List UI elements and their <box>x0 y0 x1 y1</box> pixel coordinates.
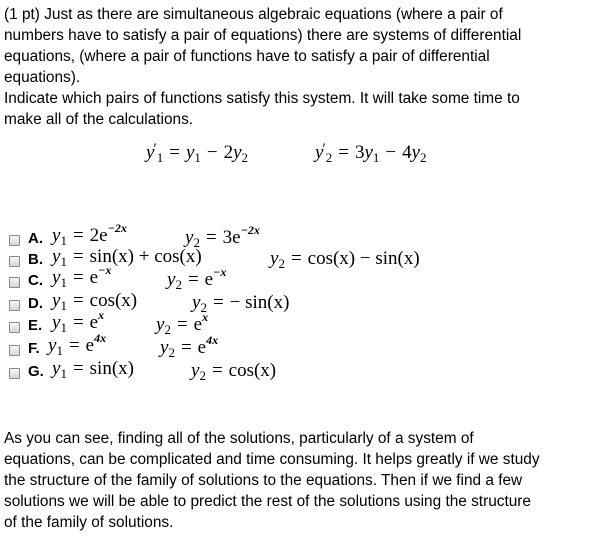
intro-line: equations, (where a pair of functions have to satisfy a pair of differential <box>4 48 490 65</box>
option-c-checkbox[interactable] <box>9 277 20 288</box>
y1-expression: $y_1 = \sin(x) + \cos(x)$ <box>52 246 202 269</box>
outro-line: solutions we will be able to predict the rest of the solutions using the structure <box>4 493 531 510</box>
y2-expression: $y_2 = e^{-x}$ <box>167 265 227 292</box>
y2-expression: $y_2$ = − sin(x) <box>192 292 290 315</box>
option-letter: D. <box>28 295 43 312</box>
option-letter: E. <box>28 317 43 334</box>
y1-expression: $y_1 = \cos(x)$ <box>52 290 138 313</box>
intro-line: (1 pt) Just as there are simultaneous algebraic equations (where a pair of <box>4 6 503 23</box>
y2-expression: $y_2 = \cos(x) - \sin(x)$ <box>270 248 420 271</box>
outro-line: As you can see, finding all of the solutions, particularly of a system of <box>4 430 474 447</box>
equation-2: $y'_2 = 3y_1 - 4y_2$ <box>315 141 427 165</box>
y1-expression: $y_1 = e^x$ <box>52 308 105 335</box>
y2-expression: $y_2 = e^{4x}$ <box>160 333 219 360</box>
instruction-line: Indicate which pairs of functions satisfy this system. It will take some time to <box>4 90 520 107</box>
outro-line: equations, can be complicated and time consuming. It helps greatly if we study <box>4 451 540 468</box>
explanation-paragraph <box>4 428 602 533</box>
option-a-checkbox[interactable] <box>9 235 20 246</box>
y1-expression: $y_1 = e^{4x}$ <box>48 331 107 358</box>
option-letter: F. <box>28 340 40 357</box>
intro-line: equations). <box>4 69 81 86</box>
outro-line: of the family of solutions. <box>4 514 174 531</box>
outro-line: the structure of the family of solutions to the equations. Then if we find a few <box>4 472 523 489</box>
option-b-checkbox[interactable] <box>9 256 20 267</box>
y1-expression: $y_1 = e^{-x}$ <box>52 263 112 290</box>
y1-expression: $y_1 = 2e^{-2x}$ <box>52 221 127 248</box>
option-letter: B. <box>28 251 43 268</box>
y1-expression: $y_1 = \sin(x)$ <box>52 358 134 381</box>
option-letter: C. <box>28 272 43 289</box>
option-e-checkbox[interactable] <box>9 322 20 333</box>
option-d-checkbox[interactable] <box>9 300 20 311</box>
y2-expression: $y_2 = \cos(x)$ <box>191 360 277 383</box>
question-intro <box>4 4 602 130</box>
option-letter: G. <box>28 363 44 380</box>
intro-line: numbers have to satisfy a pair of equations) there are systems of differential <box>4 27 522 44</box>
instruction-line: make all of the calculations. <box>4 111 194 128</box>
y2-expression: $y_2 = e^x$ <box>156 310 209 337</box>
option-f-checkbox[interactable] <box>9 345 20 356</box>
option-g-checkbox[interactable] <box>9 368 20 379</box>
equation-1: $y'_1 = y_1 - 2y_2$ <box>146 141 249 165</box>
option-letter: A. <box>28 230 43 247</box>
y2-expression: $y_2 = 3e^{-2x}$ <box>185 223 260 250</box>
